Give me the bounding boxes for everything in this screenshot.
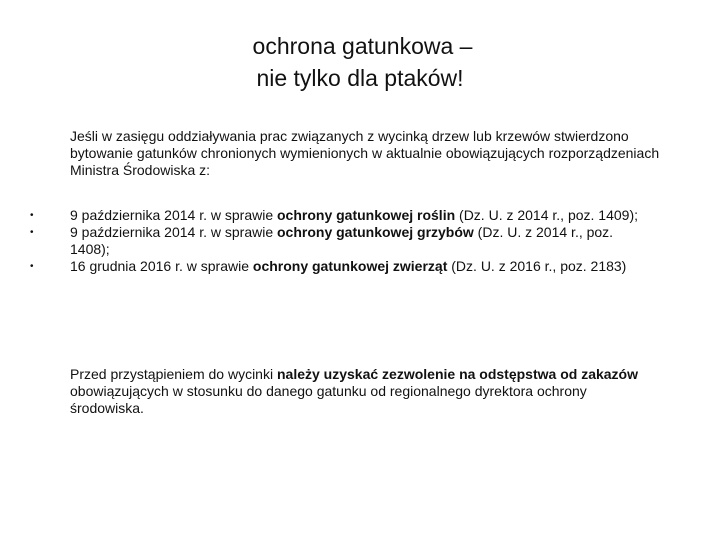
item-text-bold: ochrony gatunkowej roślin	[277, 207, 456, 223]
title-line-2: nie tylko dla ptaków!	[256, 65, 464, 91]
bullet-icon: •	[30, 261, 34, 272]
list-item	[0, 224, 650, 258]
list-item	[0, 207, 650, 224]
item-text-after: (Dz. U. z 2016 r., poz. 2183)	[447, 258, 627, 274]
closing-text-bold: należy uzyskać zezwolenie na odstępstwa od zakazów	[276, 366, 638, 382]
slide-title	[0, 30, 720, 94]
regulation-list	[0, 207, 720, 275]
intro-paragraph: Jeśli w zasięgu oddziaływania prac związanych z wycinką drzew lub krzewów stwierdzono bytowanie gatunków chronionych wymienionych w aktualnie obowiązujących rozporządzeniach Ministra Środowiska z:	[70, 128, 660, 178]
bullet-icon: •	[30, 227, 34, 238]
item-text-after: (Dz. U. z 2014 r., poz. 1409);	[455, 207, 639, 223]
item-text-before: 9 października 2014 r. w sprawie	[70, 207, 277, 223]
item-text-before: 9 października 2014 r. w sprawie	[70, 224, 277, 240]
closing-text-after: obowiązujących w stosunku do danego gatunku od regionalnego dyrektora ochrony środowiska.	[70, 383, 587, 416]
item-text-before: 16 grudnia 2016 r. w sprawie	[70, 258, 253, 274]
title-line-1: ochrona gatunkowa –	[252, 33, 473, 59]
bullet-icon: •	[30, 210, 34, 221]
item-text-bold: ochrony gatunkowej grzybów	[277, 224, 474, 240]
list-item	[0, 258, 650, 275]
closing-paragraph	[70, 366, 660, 417]
item-text-after: (Dz. U. z 2014 r., poz. 1408);	[70, 224, 614, 257]
closing-text-before: Przed przystąpieniem do wycinki	[70, 366, 277, 382]
item-text-bold: ochrony gatunkowej zwierząt	[252, 258, 448, 274]
